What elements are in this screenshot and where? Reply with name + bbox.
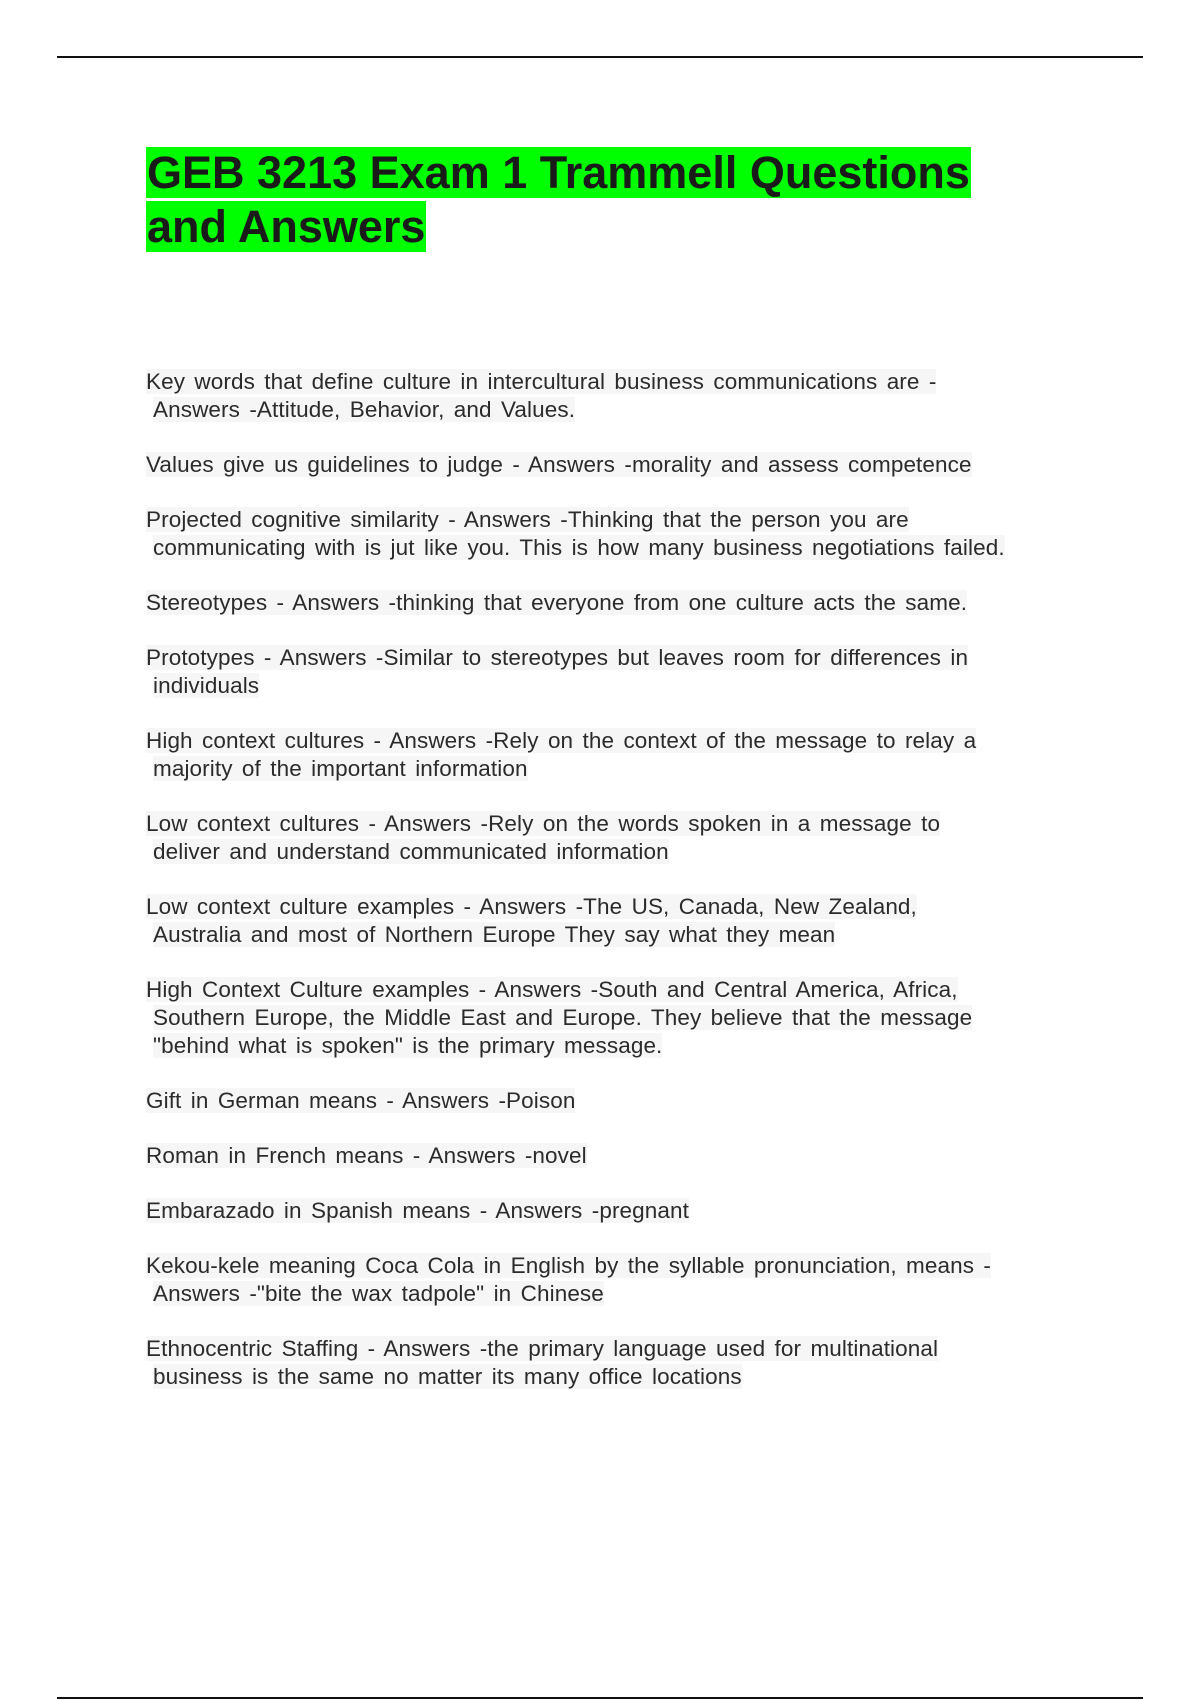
qa-item [146, 727, 1086, 783]
qa-question-line [146, 590, 967, 615]
qa-continuation-line [146, 396, 1086, 424]
qa-item [146, 1252, 1086, 1308]
qa-text: Kekou-kele meaning Coca Cola in English by the syllable pronunciation, means - [146, 1253, 991, 1278]
qa-text: Stereotypes - Answers -thinking that everyone from one culture acts the same. [146, 590, 968, 615]
qa-question-line [146, 452, 972, 477]
qa-text: Prototypes - Answers -Similar to stereotypes but leaves room for differences in [146, 645, 969, 670]
qa-list [146, 368, 1086, 1418]
qa-question-line [146, 645, 968, 670]
qa-text: Low context cultures - Answers -Rely on the words spoken in a message to [146, 811, 941, 836]
qa-text: Low context culture examples - Answers -The US, Canada, New Zealand, [146, 894, 917, 919]
qa-item [146, 976, 1086, 1060]
document-title [146, 146, 1046, 254]
top-rule [57, 56, 1143, 58]
qa-continuation-line [146, 921, 1086, 949]
qa-question-line [146, 1253, 991, 1278]
qa-text: Key words that define culture in intercultural business communications are - [146, 369, 937, 394]
qa-item [146, 589, 1086, 617]
qa-question-line [146, 1143, 587, 1168]
qa-question-line [146, 894, 917, 919]
qa-text: communicating with is jut like you. This is how many business negotiations failed. [153, 535, 1005, 560]
title-highlight: GEB 3213 Exam 1 Trammell Questions and Answers [147, 147, 970, 252]
qa-text: "behind what is spoken" is the primary message. [153, 1033, 663, 1058]
qa-text: Gift in German means - Answers -Poison [146, 1088, 576, 1113]
qa-text: Embarazado in Spanish means - Answers -pregnant [146, 1198, 689, 1223]
qa-text: Answers -"bite the wax tadpole" in Chinese [153, 1281, 604, 1306]
qa-text: Ethnocentric Staffing - Answers -the primary language used for multinational [146, 1336, 939, 1361]
qa-item [146, 1087, 1086, 1115]
qa-text: Projected cognitive similarity - Answers -Thinking that the person you are [146, 507, 909, 532]
qa-text: majority of the important information [153, 756, 528, 781]
qa-item [146, 368, 1086, 424]
qa-text: Values give us guidelines to judge - Answers -morality and assess competence [146, 452, 972, 477]
qa-text: individuals [153, 673, 260, 698]
qa-item [146, 893, 1086, 949]
qa-text: Roman in French means - Answers -novel [146, 1143, 587, 1168]
qa-continuation-line [146, 1032, 1086, 1060]
bottom-rule [57, 1697, 1143, 1699]
qa-continuation-line [146, 1004, 1086, 1032]
qa-question-line [146, 1336, 938, 1361]
qa-text: High Context Culture examples - Answers -South and Central America, Africa, [146, 977, 958, 1002]
qa-question-line [146, 1198, 689, 1223]
qa-item [146, 1335, 1086, 1391]
qa-text: High context cultures - Answers -Rely on the context of the message to relay a [146, 728, 977, 753]
qa-continuation-line [146, 672, 1086, 700]
qa-text: Answers -Attitude, Behavior, and Values. [153, 397, 576, 422]
qa-item [146, 1142, 1086, 1170]
qa-question-line [146, 811, 940, 836]
qa-text: Southern Europe, the Middle East and Europe. They believe that the message [153, 1005, 973, 1030]
qa-item [146, 810, 1086, 866]
qa-continuation-line [146, 1363, 1086, 1391]
qa-question-line [146, 369, 936, 394]
qa-text: deliver and understand communicated information [153, 839, 669, 864]
qa-question-line [146, 1088, 575, 1113]
title-block [146, 146, 1046, 254]
qa-question-line [146, 507, 909, 532]
qa-item [146, 451, 1086, 479]
qa-continuation-line [146, 534, 1086, 562]
qa-continuation-line [146, 755, 1086, 783]
qa-item [146, 506, 1086, 562]
qa-item [146, 644, 1086, 700]
qa-item [146, 1197, 1086, 1225]
qa-continuation-line [146, 838, 1086, 866]
qa-question-line [146, 977, 958, 1002]
qa-text: Australia and most of Northern Europe They say what they mean [153, 922, 836, 947]
qa-text: business is the same no matter its many office locations [153, 1364, 742, 1389]
qa-question-line [146, 728, 976, 753]
qa-continuation-line [146, 1280, 1086, 1308]
